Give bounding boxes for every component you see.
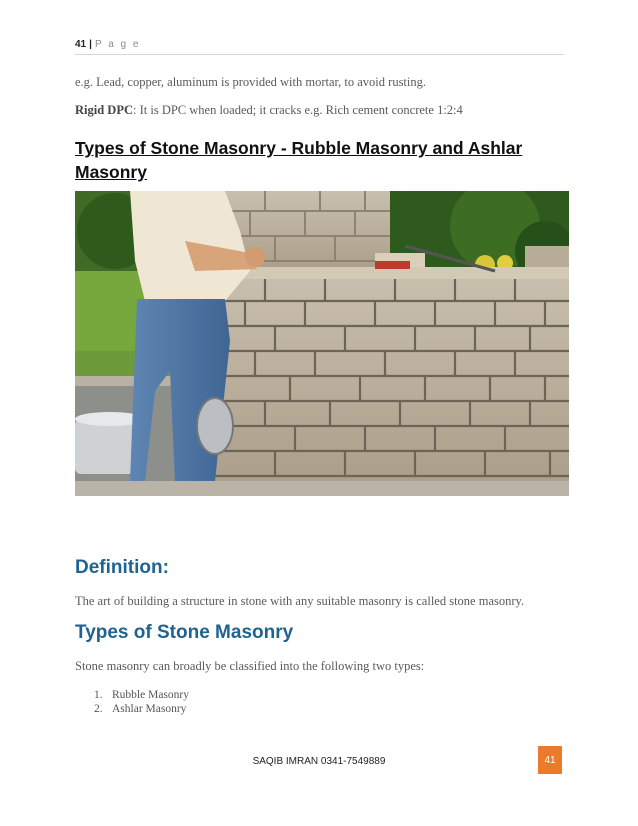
- definition-heading: Definition:: [75, 557, 169, 578]
- intro-line: e.g. Lead, copper, aluminum is provided with mortar, to avoid rusting.: [75, 75, 427, 89]
- list-item: [94, 702, 189, 716]
- definition-text: The art of building a structure in stone with any suitable masonry is called stone masonry.: [75, 594, 525, 608]
- rigid-dpc-text: : It is DPC when loaded; it cracks e.g. Rich cement concrete 1:2:4: [133, 103, 463, 117]
- section-title: Types of Stone Masonry - Rubble Masonry and Ashlar Masonry: [75, 138, 523, 182]
- header-page-number: 41: [75, 39, 87, 50]
- types-text: Stone masonry can broadly be classified into the following two types:: [75, 659, 425, 673]
- rigid-dpc-label: Rigid DPC: [75, 103, 133, 117]
- header-page-label: P a g e: [94, 39, 141, 50]
- footer-page-badge: 41: [538, 746, 562, 774]
- types-list: [94, 688, 189, 716]
- list-item-label: Rubble Masonry: [112, 689, 189, 701]
- stone-wall-photo: [75, 191, 569, 496]
- header-separator: |: [89, 39, 92, 50]
- rigid-dpc-paragraph: [75, 103, 463, 118]
- footer-author: SAQIB IMRAN 0341-7549889: [252, 756, 386, 767]
- list-item-label: Ashlar Masonry: [112, 703, 187, 715]
- list-item-number: 2.: [94, 703, 103, 715]
- list-item: [94, 688, 189, 702]
- page-header: [75, 39, 564, 55]
- list-item-number: 1.: [94, 689, 103, 701]
- types-heading: Types of Stone Masonry: [75, 622, 294, 643]
